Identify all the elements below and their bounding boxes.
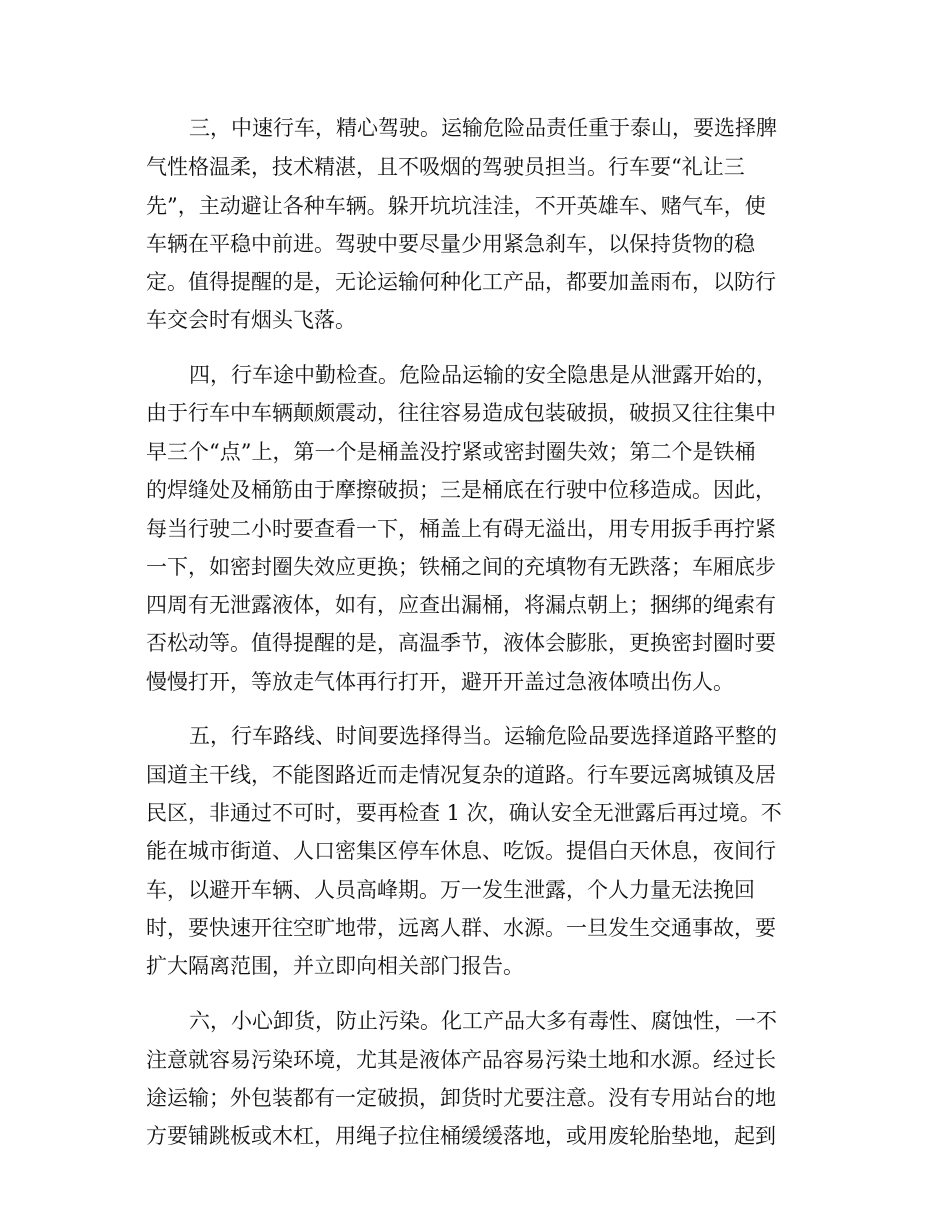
paragraph-line: 民区，非通过不可时，要再检查 1 次，确认安全无泄露后再过境。不 — [146, 801, 782, 825]
paragraph-line: 定。值得提醒的是，无论运输何种化工产品，都要加盖雨布，以防行 — [146, 270, 776, 294]
paragraph-line: 国道主干线，不能图路近而走情况复杂的道路。行车要远离城镇及居 — [146, 763, 776, 787]
paragraph-line: 的焊缝处及桶筋由于摩擦破损；三是桶底在行驶中位移造成。因此， — [146, 478, 776, 502]
paragraph-line: 每当行驶二小时要查看一下，桶盖上有碍无溢出，用专用扳手再拧紧 — [146, 517, 776, 541]
paragraph-line: 时，要快速开往空旷地带，远离人群、水源。一旦发生交通事故，要 — [146, 916, 776, 940]
paragraph-line: 早三个“点”上，第一个是桶盖没拧紧或密封圈失效；第二个是铁桶 — [146, 440, 756, 464]
paragraph-line: 车，以避开车辆、人员高峰期。万一发生泄露，个人力量无法挽回 — [146, 878, 755, 902]
paragraph-line: 三，中速行车，精心驾驶。运输危险品责任重于泰山，要选择脾 — [189, 116, 777, 140]
paragraph-line: 气性格温柔，技术精湛，且不吸烟的驾驶员担当。行车要“礼让三 — [146, 155, 745, 179]
paragraph-line: 一下，如密封圈失效应更换；铁桶之间的充填物有无跌落；车厢底步 — [146, 555, 776, 579]
paragraph-line: 否松动等。值得提醒的是，高温季节，液体会膨胀，更换密封圈时要 — [146, 631, 776, 655]
paragraph-line: 扩大隔离范围，并立即向相关部门报告。 — [146, 954, 524, 978]
paragraph-line: 能在城市街道、人口密集区停车休息、吃饭。提倡白天休息，夜间行 — [146, 839, 776, 863]
paragraph-line: 先”，主动避让各种车辆。躲开坑坑洼洼，不开英雄车、赌气车，使 — [146, 194, 766, 218]
paragraph-line: 四周有无泄露液体，如有，应查出漏桶，将漏点朝上；捆绑的绳索有 — [146, 593, 776, 617]
paragraph-line: 注意就容易污染环境，尤其是液体产品容易污染土地和水源。经过长 — [146, 1048, 776, 1072]
paragraph-line: 途运输；外包装都有一定破损，卸货时尤要注意。没有专用站台的地 — [146, 1086, 776, 1110]
paragraph-line: 车交会时有烟头飞落。 — [146, 308, 356, 332]
paragraph-line: 车辆在平稳中前进。驾驶中要尽量少用紧急刹车，以保持货物的稳 — [146, 232, 755, 256]
paragraph-line: 慢慢打开，等放走气体再行打开，避开开盖过急液体喷出伤人。 — [146, 670, 734, 694]
paragraph-line: 由于行车中车辆颠颇震动，往往容易造成包装破损，破损又往往集中 — [146, 401, 776, 425]
paragraph-line: 四，行车途中勤检查。危险品运输的安全隐患是从泄露开始的， — [189, 363, 777, 387]
paragraph-line: 六，小心卸货，防止污染。化工产品大多有毒性、腐蚀性，一不 — [189, 1009, 777, 1033]
paragraph-line: 五，行车路线、时间要选择得当。运输危险品要选择道路平整的 — [189, 724, 777, 748]
paragraph-line: 方要铺跳板或木杠，用绳子拉住桶缓缓落地，或用废轮胎垫地，起到 — [146, 1124, 776, 1148]
